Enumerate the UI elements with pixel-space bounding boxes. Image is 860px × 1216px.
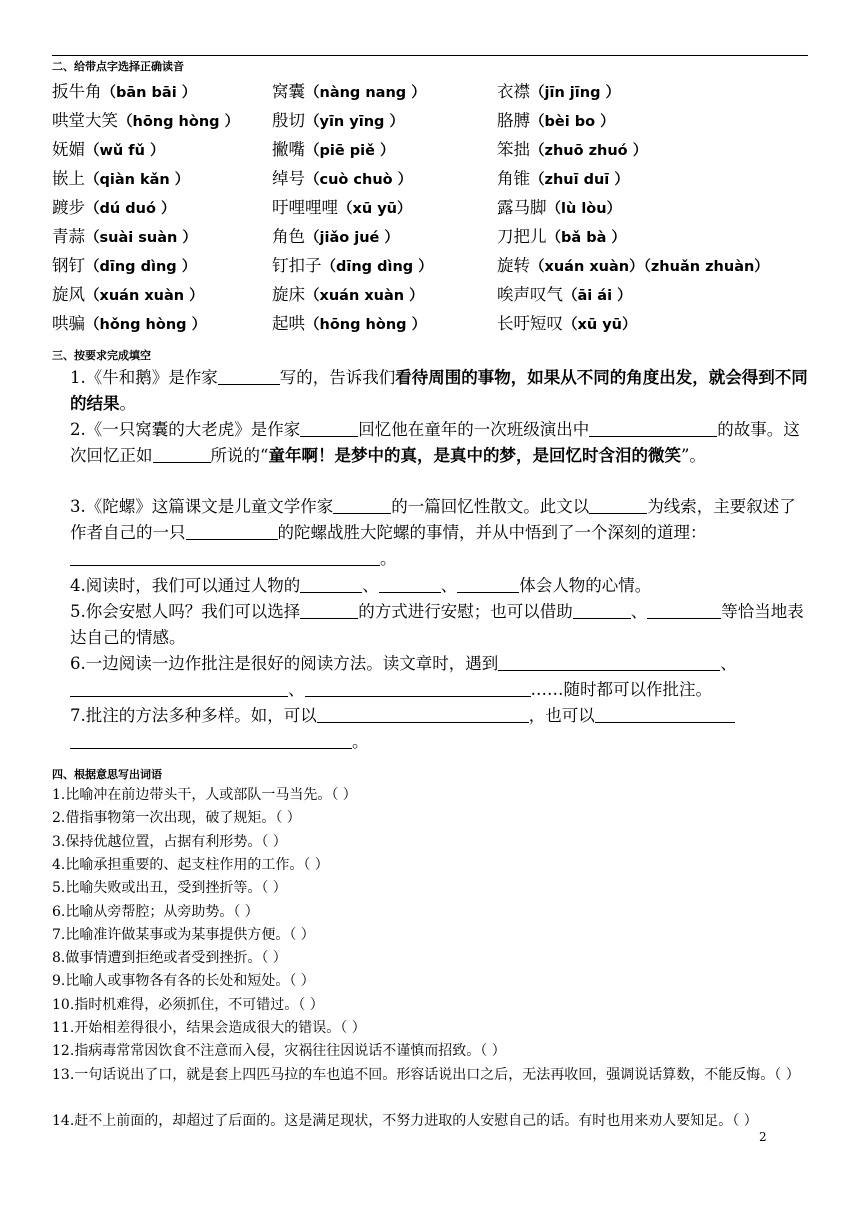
pinyin-options[interactable]: （xuán xuàn ） — [305, 288, 424, 304]
pinyin-options[interactable]: （hǒng hòng ） — [85, 317, 207, 333]
fill-q5: 5.你会安慰人吗？我们可以选择 的方式进行安慰；也可以借助 、 等恰当地表达自己的情感。 — [70, 602, 804, 647]
blank[interactable] — [153, 446, 211, 463]
word: 刀把儿 — [497, 227, 547, 246]
pinyin-choice-item — [52, 281, 204, 305]
blank[interactable] — [589, 497, 647, 514]
blank[interactable] — [498, 654, 720, 671]
definition-item: 14.赶不上前面的，却超过了后面的。这是满足现状，不努力进取的人安慰自己的话。有时也用来劝人要知足。（ ） — [52, 1112, 758, 1129]
blank[interactable] — [300, 420, 358, 437]
fill-q6: 6.一边阅读一边作批注是很好的阅读方法。读文章时，遇到 、、 ……随时都可以作批注。 — [70, 654, 737, 699]
pinyin-choice-item — [497, 78, 620, 102]
pinyin-choice-item — [497, 107, 615, 131]
section-3-title: 三、按要求完成填空 — [52, 349, 151, 362]
blank[interactable] — [595, 706, 735, 723]
pinyin-options[interactable]: （nàng nang ） — [305, 85, 426, 101]
definition-item: 10.指时机难得，必须抓住，不可错过。（ ） — [52, 996, 324, 1013]
pinyin-choice-item — [52, 194, 175, 218]
pinyin-options[interactable]: （hōng hòng ） — [305, 317, 427, 333]
pinyin-options[interactable]: （dīng dìng ） — [321, 259, 433, 275]
pinyin-choice-item — [497, 252, 769, 276]
pinyin-choice-item — [497, 165, 629, 189]
pinyin-options[interactable]: （zhuī duī ） — [530, 172, 629, 188]
section-4-title: 四、根据意思写出词语 — [52, 768, 162, 781]
blank[interactable] — [305, 680, 531, 697]
blank[interactable] — [457, 576, 519, 593]
pinyin-choice-item — [497, 194, 621, 218]
pinyin-choice-item — [52, 310, 206, 334]
pinyin-options[interactable]: （yīn yīng ） — [305, 114, 404, 130]
definition-item: 5.比喻失败或出丑，受到挫折等。（ ） — [52, 880, 287, 897]
word: 胳膊 — [497, 111, 530, 130]
pinyin-options[interactable]: （xuán xuàn）（zhuǎn zhuàn） — [530, 259, 769, 275]
pinyin-choice-item — [497, 136, 647, 160]
pinyin-options[interactable]: （hōng hòng ） — [118, 114, 240, 130]
word: 哄堂大笑 — [52, 111, 118, 130]
pinyin-choice-item — [272, 223, 399, 247]
definition-item: 1.比喻冲在前边带头干，人或部队一马当先。（ ） — [52, 787, 357, 803]
word: 角锥 — [497, 169, 530, 188]
blank[interactable] — [70, 549, 380, 566]
word: 嵌上 — [52, 169, 85, 188]
word: 殷切 — [272, 111, 305, 130]
word: 钢钉 — [52, 256, 85, 275]
pinyin-choice-item — [272, 107, 404, 131]
blank[interactable] — [379, 576, 441, 593]
pinyin-options[interactable]: （āi ái ） — [563, 288, 632, 304]
pinyin-options[interactable]: （lù lòu） — [546, 201, 622, 217]
blank[interactable] — [317, 706, 529, 723]
blank[interactable] — [70, 680, 288, 697]
pinyin-choice-item — [272, 310, 426, 334]
definition-item: 9.比喻人或事物各有各的长处和短处。（ ） — [52, 973, 315, 990]
word: 扳牛角 — [52, 82, 102, 101]
word: 长吁短叹 — [497, 314, 563, 333]
pinyin-choice-item — [52, 78, 196, 102]
word: 唉声叹气 — [497, 285, 563, 304]
word: 哄骗 — [52, 314, 85, 333]
pinyin-choice-item — [52, 107, 239, 131]
pinyin-choice-item — [52, 165, 189, 189]
word: 窝囊 — [272, 82, 305, 101]
word: 妩媚 — [52, 140, 85, 159]
definition-item: 6.比喻从旁帮腔；从旁助势。（ ） — [52, 903, 259, 920]
word: 旋转 — [497, 256, 530, 275]
word: 钉扣子 — [272, 256, 322, 275]
word: 撇嘴 — [272, 140, 305, 159]
pinyin-options[interactable]: （wǔ fǔ ） — [85, 143, 165, 159]
pinyin-options[interactable]: （xū yū） — [338, 201, 412, 217]
word: 露马脚 — [497, 198, 547, 217]
blank[interactable] — [589, 420, 717, 437]
section-2-title: 二、给带点字选择正确读音 — [52, 60, 184, 73]
blank[interactable] — [647, 602, 721, 619]
pinyin-choice-item — [272, 136, 394, 160]
definition-item: 4.比喻承担重要的、起支柱作用的工作。（ ） — [52, 856, 329, 873]
pinyin-options[interactable]: （zhuō zhuó ） — [530, 143, 648, 159]
pinyin-choice-item — [272, 194, 412, 218]
fill-q3: 3.《陀螺》这篇课文是儿童文学作家 的一篇回忆性散文。此文以 为线索，主要叙述了作者自己的一只 的陀螺战胜大陀螺的事情，并从中悟到了一个深刻的道理：。 — [70, 497, 796, 568]
pinyin-choice-item — [272, 165, 412, 189]
word: 绰号 — [272, 169, 305, 188]
definition-item: 11.开始相差得很小，结果会造成很大的错误。（ ） — [52, 1020, 366, 1036]
pinyin-options[interactable]: （bān bāi ） — [101, 85, 197, 101]
blank[interactable] — [70, 732, 352, 749]
pinyin-choice-item — [52, 136, 164, 160]
pinyin-options[interactable]: （xuán xuàn ） — [85, 288, 204, 304]
word: 踱步 — [52, 198, 85, 217]
definition-item: 12.指病毒常常因饮食不注意而入侵，灾祸往往因说话不谨慎而招致。（ ） — [52, 1043, 506, 1060]
pinyin-options[interactable]: （jiǎo jué ） — [305, 230, 399, 246]
page-number: 2 — [759, 1130, 767, 1144]
pinyin-choice-item — [272, 252, 433, 276]
definition-item: 8.做事情遭到拒绝或者受到挫折。（ ） — [52, 950, 287, 967]
word: 旋风 — [52, 285, 85, 304]
word: 青蒜 — [52, 227, 85, 246]
blank[interactable] — [218, 368, 280, 385]
pinyin-choice-item — [52, 223, 197, 247]
pinyin-options[interactable]: （cuò chuò ） — [305, 172, 413, 188]
fill-q4: 4.阅读时，我们可以通过人物的 、 、 体会人物的心情。 — [70, 576, 652, 595]
word: 吁哩哩哩 — [272, 198, 338, 217]
pinyin-options[interactable]: （piē piě ） — [305, 143, 395, 159]
pinyin-choice-item — [272, 78, 426, 102]
definition-item: 13.一句话说出了口，就是套上四匹马拉的车也追不回。形容话说出口之后，无法再收回，强调说话算数，不能反悔。（ ） — [52, 1066, 800, 1083]
word: 角色 — [272, 227, 305, 246]
pinyin-options[interactable]: （bǎ bà ） — [546, 230, 626, 246]
fill-q1: 1.《牛和鹅》是作家 写的，告诉我们看待周围的事物，如果从不同的角度出发，就会得到不同的结果。 — [70, 368, 808, 413]
blank[interactable] — [300, 602, 358, 619]
fill-q2: 2.《一只窝囊的大老虎》是作家 回忆他在童年的一次班级演出中 的故事。这次回忆正如 所说的“童年啊！是梦中的真，是真中的梦，是回忆时含泪的微笑”。 — [70, 420, 800, 465]
word: 旋床 — [272, 285, 305, 304]
blank[interactable] — [573, 602, 631, 619]
blank[interactable] — [300, 576, 362, 593]
definition-item: 3.保持优越位置，占据有利形势。（ ） — [52, 833, 287, 850]
word: 起哄 — [272, 314, 305, 333]
pinyin-options[interactable]: （jīn jīng ） — [530, 85, 621, 101]
pinyin-options[interactable]: （suài suàn ） — [85, 230, 197, 246]
definition-item: 7.比喻准许做某事或为某事提供方便。（ ） — [52, 926, 315, 943]
pinyin-options[interactable]: （dīng dìng ） — [85, 259, 197, 275]
pinyin-choice-item — [497, 310, 637, 334]
blank[interactable] — [186, 523, 278, 540]
top-rule — [52, 55, 808, 56]
word: 笨拙 — [497, 140, 530, 159]
pinyin-options[interactable]: （dú duó ） — [85, 201, 176, 217]
pinyin-options[interactable]: （xū yū） — [563, 317, 637, 333]
pinyin-choice-item — [52, 252, 196, 276]
fill-q7: 7.批注的方法多种多样。如，可以 ，也可以 。 — [52, 703, 812, 755]
pinyin-options[interactable]: （qiàn kǎn ） — [85, 172, 190, 188]
blank[interactable] — [333, 497, 391, 514]
pinyin-options[interactable]: （bèi bo ） — [530, 114, 615, 130]
pinyin-choice-item — [497, 281, 632, 305]
pinyin-choice-item — [497, 223, 626, 247]
word: 衣襟 — [497, 82, 530, 101]
definition-item: 2.借指事物第一次出现，破了规矩。（ ） — [52, 810, 301, 827]
pinyin-choice-item — [272, 281, 424, 305]
